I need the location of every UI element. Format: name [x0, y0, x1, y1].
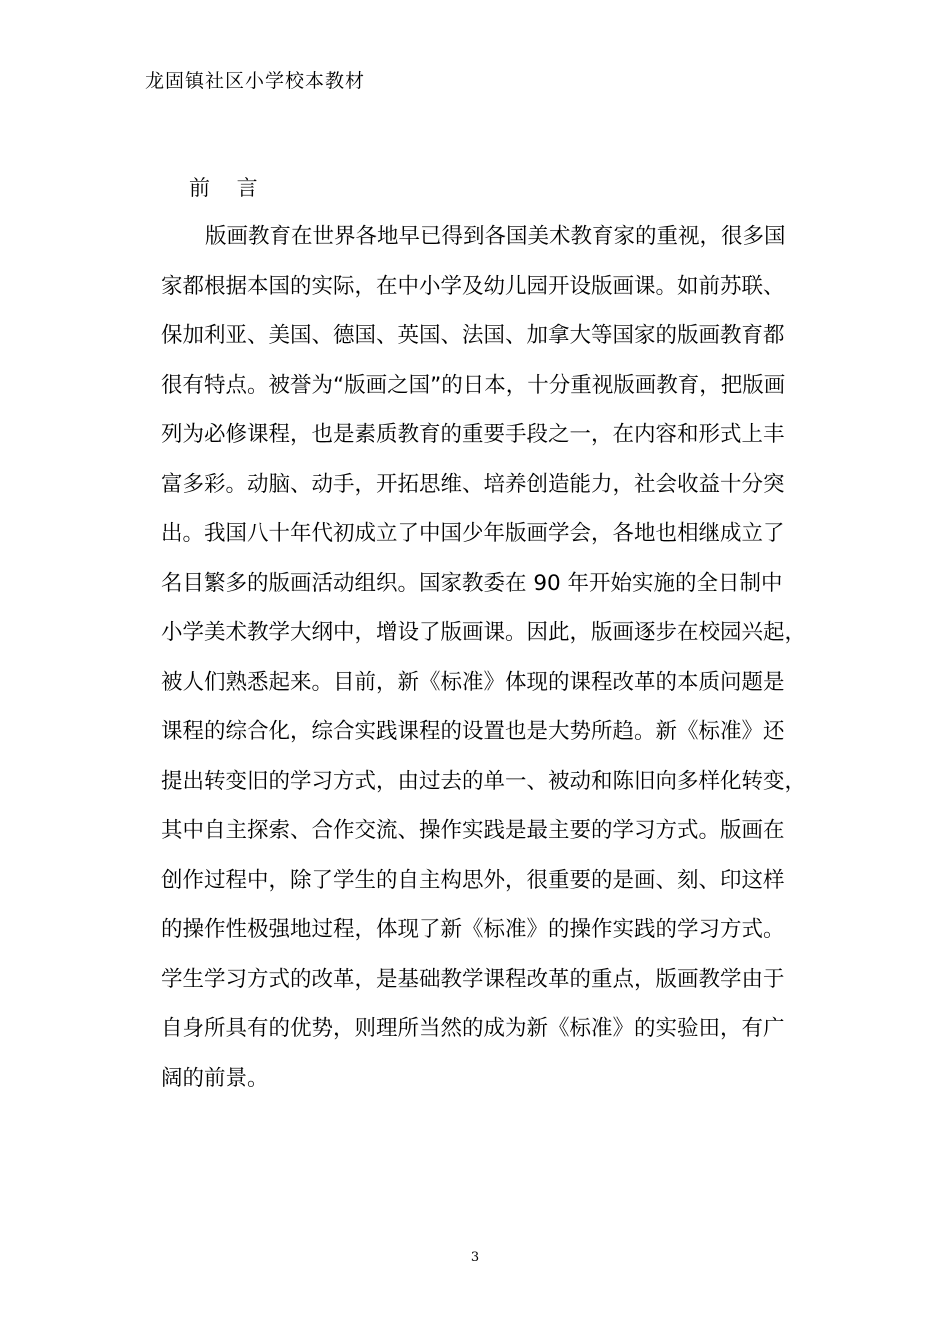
- text-line: 阔的前景。: [161, 1065, 269, 1091]
- text-line: 版画教育在世界各地早已得到各国美术教育家的重视，很多国: [205, 224, 786, 249]
- page-number: 3: [470, 1250, 480, 1265]
- text-line: 创作过程中，除了学生的自主构思外，很重要的是画、刻、印这样: [161, 867, 785, 893]
- text-line: 名目繁多的版画活动组织。国家教委在 90 年开始实施的全日制中: [161, 570, 783, 596]
- text-line: 列为必修课程，也是素质教育的重要手段之一，在内容和形式上丰: [161, 422, 785, 447]
- text-line: 提出转变旧的学习方式，由过去的单一、被动和陈旧向多样化转变，: [161, 768, 807, 794]
- text-line: 出。我国八十年代初成立了中国少年版画学会，各地也相继成立了: [161, 521, 785, 546]
- text-line: 被人们熟悉起来。目前，新《标准》体现的课程改革的本质问题是: [161, 669, 785, 695]
- text-line: 很有特点。被誉为“版画之国”的日本，十分重视版画教育，把版画: [161, 372, 786, 398]
- body-paragraph: [161, 219, 807, 1110]
- section-heading: 前 言: [189, 176, 268, 200]
- text-line: 自身所具有的优势，则理所当然的成为新《标准》的实验田，有广: [161, 1016, 785, 1041]
- text-line: 家都根据本国的实际，在中小学及幼儿园开设版画课。如前苏联、: [161, 273, 785, 299]
- document-header: 龙固镇社区小学校本教材: [145, 70, 366, 92]
- text-line: 其中自主探索、合作交流、操作实践是最主要的学习方式。版画在: [161, 818, 785, 843]
- text-line: 富多彩。动脑、动手，开拓思维、培养创造能力，社会收益十分突: [161, 471, 785, 497]
- text-line: 的操作性极强地过程，体现了新《标准》的操作实践的学习方式。: [161, 917, 785, 942]
- text-line: 学生学习方式的改革，是基础教学课程改革的重点，版画教学由于: [161, 966, 785, 992]
- text-line: 课程的综合化，综合实践课程的设置也是大势所趋。新《标准》还: [161, 719, 785, 744]
- text-line: 小学美术教学大纲中，增设了版画课。因此，版画逐步在校园兴起，: [161, 620, 807, 645]
- text-line: 保加利亚、美国、德国、英国、法国、加拿大等国家的版画教育都: [161, 323, 785, 348]
